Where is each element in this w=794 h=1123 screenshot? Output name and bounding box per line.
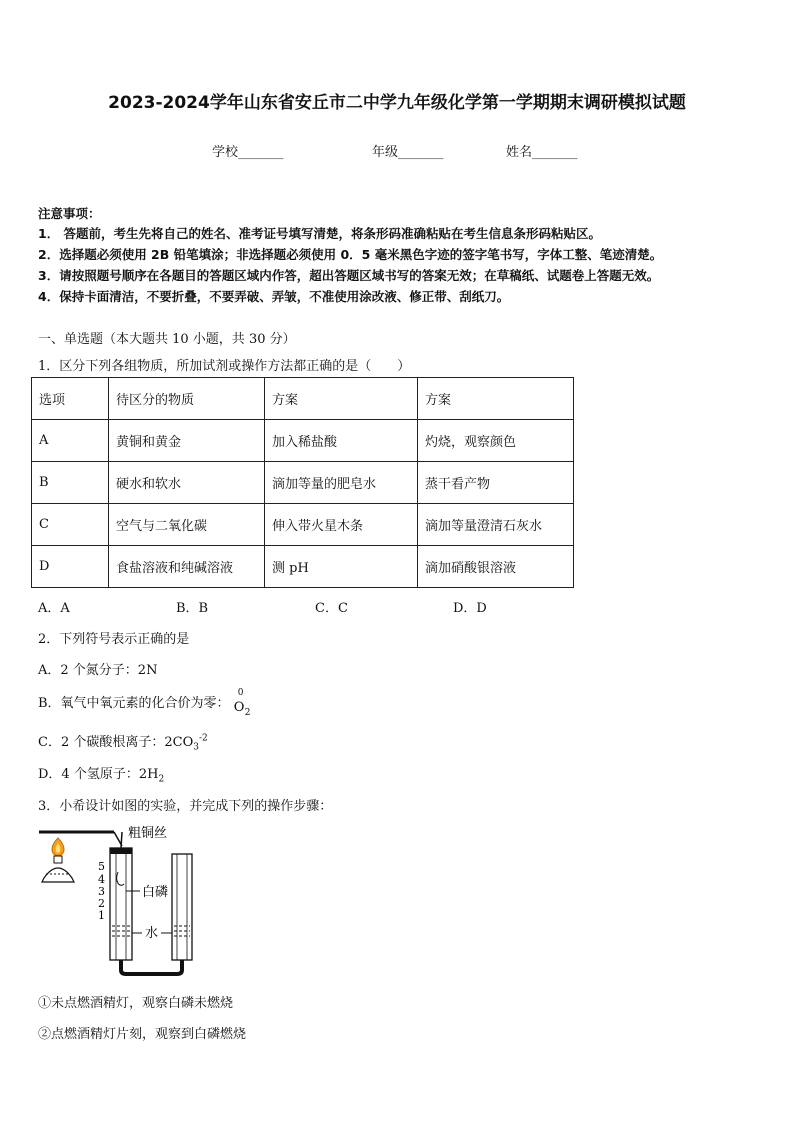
left-tube — [110, 848, 132, 960]
scale-4: 4 — [98, 873, 105, 886]
carbonate-charge: -2 — [198, 733, 208, 744]
q2-option-d — [38, 763, 164, 785]
table-cell: 硬水和软水 — [109, 462, 265, 504]
scale-5: 5 — [98, 860, 105, 873]
choice-a: A．A — [38, 601, 70, 616]
q2-option-b — [38, 687, 252, 718]
note-item: 4．保持卡面清洁，不要折叠，不要弄破、弄皱，不准使用涂改液、修正带、刮纸刀。 — [38, 289, 510, 304]
right-tube — [172, 854, 192, 960]
question-2-stem: 2．下列符号表示正确的是 — [38, 632, 190, 647]
alcohol-lamp-icon — [42, 868, 74, 882]
note-item: 2．选择题必须使用 2B 铅笔填涂；非选择题必须使用 0．5 毫米黑色字迹的签字笔书写，字体工整、笔迹清楚。 — [38, 247, 663, 262]
header-cell: 方案 — [265, 378, 418, 420]
header-cell: 选项 — [32, 378, 109, 420]
question-1-stem: 1．区分下列各组物质，所加试剂或操作方法都正确的是（ ） — [38, 359, 411, 374]
q2-option-a: A．2 个氮分子：2N — [38, 663, 158, 678]
table-cell: 食盐溶液和纯碱溶液 — [109, 546, 265, 588]
table-cell: D — [32, 546, 109, 588]
table-cell: 蒸干看产物 — [418, 462, 574, 504]
note-item: 3．请按照题号顺序在各题目的答题区域内作答，超出答题区域书写的答案无效；在草稿纸、试题卷上答题无效。 — [38, 268, 660, 283]
notes-heading: 注意事项： — [38, 206, 101, 221]
valence-mark: 0 — [237, 687, 244, 698]
table-cell: 黄铜和黄金 — [109, 420, 265, 462]
options-table — [31, 377, 574, 588]
table-cell: 空气与二氧化碳 — [109, 504, 265, 546]
oxygen-symbol: O — [233, 699, 245, 715]
scale-1: 1 — [98, 909, 105, 922]
oxygen-subscript: 2 — [244, 707, 251, 718]
header-cell: 待区分的物质 — [109, 378, 265, 420]
table-row — [32, 546, 574, 588]
exam-title: 2023-2024学年山东省安丘市二中学九年级化学第一学期期末调研模拟试题 — [108, 93, 686, 113]
step-2: ②点燃酒精灯片刻，观察到白磷燃烧 — [38, 1027, 247, 1042]
question-3-stem: 3．小希设计如图的实验，并完成下列的操作步骤： — [38, 799, 333, 814]
table-cell: 灼烧，观察颜色 — [418, 420, 574, 462]
experiment-figure — [36, 826, 226, 978]
grade-field: 年级_______ — [372, 145, 444, 160]
note-item: 1． 答题前，考生先将自己的姓名、准考证号填写清楚，将条形码准确粘贴在考生信息条形码粘贴区。 — [38, 226, 602, 241]
table-row — [32, 420, 574, 462]
step-1: ①未点燃酒精灯，观察白磷未燃烧 — [38, 996, 234, 1011]
scale-2: 2 — [98, 897, 105, 910]
wire-label: 粗铜丝 — [128, 826, 168, 841]
school-field: 学校_______ — [212, 145, 284, 160]
rubber-tube — [121, 960, 182, 974]
table-cell: 滴加硝酸银溶液 — [418, 546, 574, 588]
q2-option-c — [38, 731, 208, 753]
lamp-wick — [54, 856, 62, 863]
table-cell: 测 pH — [265, 546, 418, 588]
table-cell: 伸入带火星木条 — [265, 504, 418, 546]
table-header-row — [32, 378, 574, 420]
section-heading: 一、单选题（本大题共 10 小题，共 30 分） — [38, 332, 296, 347]
table-cell: A — [32, 420, 109, 462]
table-cell: 滴加等量澄清石灰水 — [418, 504, 574, 546]
scale-marks — [98, 860, 105, 922]
carbonate-subscript: 3 — [193, 742, 199, 753]
left-tube-stopper — [110, 848, 132, 854]
table-row — [32, 504, 574, 546]
choice-c: C．C — [315, 601, 348, 616]
table-cell: C — [32, 504, 109, 546]
choice-b: B．B — [176, 601, 209, 616]
header-cell: 方案 — [418, 378, 574, 420]
table-cell: B — [32, 462, 109, 504]
q2-option-b-text: B．氧气中氧元素的化合价为零： — [38, 696, 230, 711]
choice-d: D．D — [453, 601, 487, 616]
phosphorus-label: 白磷 — [142, 885, 169, 900]
name-field: 姓名_______ — [506, 145, 578, 160]
oxygen-formula — [233, 687, 252, 718]
scale-3: 3 — [98, 885, 105, 898]
q2-option-c-text: C．2 个碳酸根离子：2CO — [38, 735, 194, 750]
q2-option-d-text: D．4 个氢原子：2H — [38, 767, 159, 782]
table-cell: 滴加等量的肥皂水 — [265, 462, 418, 504]
table-row — [32, 462, 574, 504]
table-cell: 加入稀盐酸 — [265, 420, 418, 462]
water-label: 水 — [145, 926, 159, 941]
hydrogen-subscript: 2 — [158, 774, 165, 785]
